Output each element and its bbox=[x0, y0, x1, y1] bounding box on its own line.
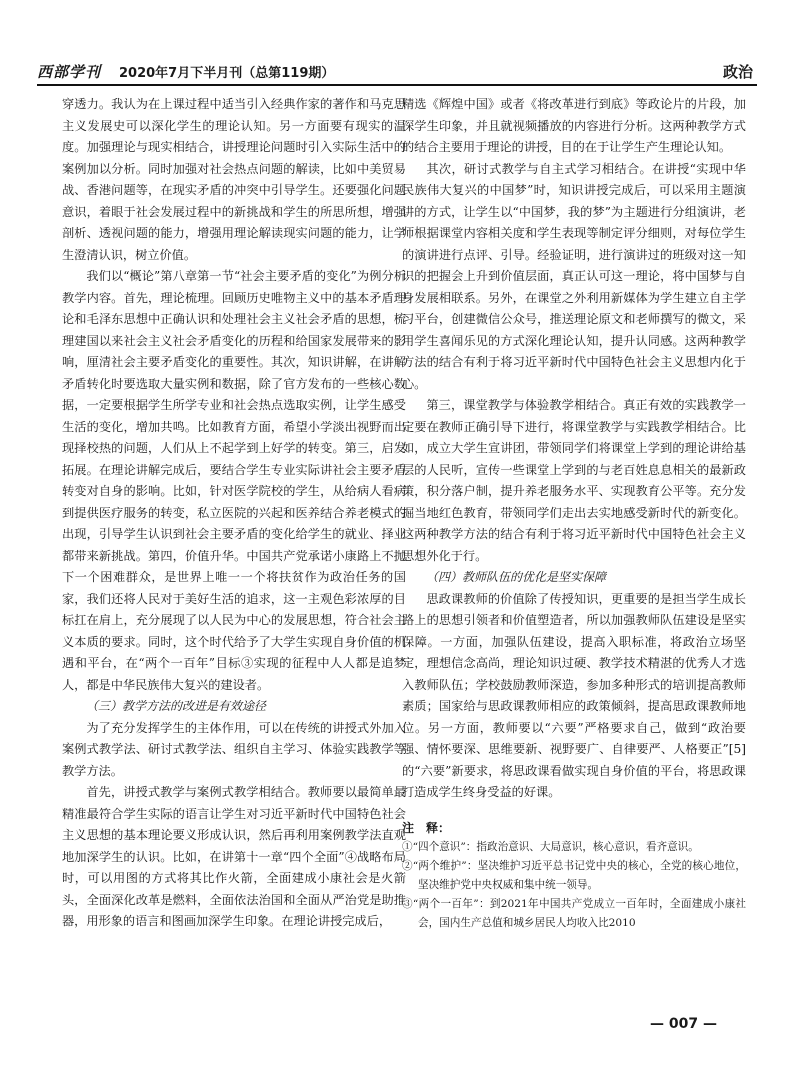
paragraph: 我们以“概论”第八章第一节“社会主要矛盾的变化”为例分析教学内容。首先，理论梳理。回顾历史唯物主义中的基本矛盾理论和毛泽东思想中正确认识和处理社会主义社会矛盾的思想，梳理建国以来社会主义社会矛盾变化的历程和给国家发展带来的影响，厘清社会主要矛盾变化的重要性。其次，知识讲解，在讲解矛盾转化时要选取大量实例和数据，除了官方发布的一些核心数据，一定要根据学生所学专业和社会热点选取实例，让学生感受生活的变化，增加共鸣。比如教育方面，希望小学淡出视野而出现择校热的问题，人们从上不起学到上好学的转变。第三，启发拓展。在理论讲解完成后，要结合学生专业实际讲社会主要矛盾转变对自身的影响。比如，针对医学院校的学生，从给病人看病到提供医疗服务的转变，私立医院的兴起和医养结合养老模式的出现，引导学生认识到社会主要矛盾的变化给学生的就业、择业都带来新挑战。第四，价值升华。中国共产党承诺小康路上不抛下一个困难群众，是世界上唯一一个将扶贫作为政治任务的国家，我们还将人民对于美好生活的追求，这一主观色彩浓厚的目标扛在肩上，充分展现了以人民为中心的发展思想，符合社会主义本质的要求。同时，这个时代给予了大学生实现自身价值的机遇和平台，在“两个一百年”目标③实现的征程中人人都是追梦人，都是中华民族伟大复兴的建设者。 bbox=[62, 269, 406, 692]
paragraph: 其次，研讨式教学与自主式学习相结合。在讲授“实现中华民族伟大复兴的中国梦”时，知识讲授完成后，可以采用主题演讲的方式，让学生以“中国梦，我的梦”为主题进行分组演讲，老师根据课堂内容相关度和学生表现等制定评分细则，对每位学生的演讲进行点评、引导。经验证明，进行演讲过的班级对这一知识的把握会上升到价值层面，真正认可这一理论，将中国梦与自身发展相联系。另外，在课堂之外利用新媒体为学生建立自主学习平台，创建微信公众号，推送理论原文和老师撰写的微文，采用学生喜闻乐见的方式深化理论认知，提升认同感。这两种教学方法的结合有利于将习近平新时代中国特色社会主义思想内化于心。 bbox=[402, 161, 746, 391]
note-item: ②“两个维护”：坚决维护习近平总书记党中央的核心，全党的核心地位，坚决维护党中央权威和集中统一领导。 bbox=[402, 859, 746, 891]
paragraph: 精选《辉煌中国》或者《将改革进行到底》等政论片的片段，加深学生印象，并且就视频播放的内容进行分析。这两种教学方式的结合主要用于理论的讲授，目的在于让学生产生理论认知。 bbox=[402, 97, 746, 154]
issue-info: 2020年7月下半月刊（总第119期） bbox=[119, 66, 335, 81]
page-header bbox=[37, 58, 757, 84]
header-rule bbox=[37, 84, 757, 86]
notes-title: 注 释： bbox=[402, 820, 451, 835]
left-column bbox=[62, 94, 406, 933]
page-number: — 007 — bbox=[650, 1016, 717, 1032]
paragraph: 穿透力。我认为在上课过程中适当引入经典作家的著作和马克思主义发展史可以深化学生的理论认知。另一方面要有现实的温度。加强理论与现实相结合，讲授理论问题时引入实际生活中的案例加以分析。同时加强对社会热点问题的解读，比如中美贸易战、香港问题等，在现实矛盾的冲突中引导学生。还要强化问题意识，着眼于社会发展过程中的新挑战和学生的所思所想，增强剖析、透视问题的能力，增强用理论解读现实问题的能力，让学生澄清认识，树立价值。 bbox=[62, 97, 406, 262]
notes-section bbox=[402, 818, 746, 933]
right-column bbox=[402, 94, 746, 933]
subsection-heading: （三）教学方法的改进是有效途径 bbox=[86, 699, 267, 713]
paragraph: 思政课教师的价值除了传授知识，更重要的是担当学生成长路上的思想引领者和价值塑造者，所以加强教师队伍建设是坚实保障。一方面，加强队伍建设，提高入职标准，将政治立场坚定，理想信念高尚，理论知识过硬、教学技术精湛的优秀人才选入教师队伍；学校鼓励教师深造，参加多种形式的培训提高教师素质；国家给与思政课教师相应的政策倾斜，提高思政课教师地位。另一方面，教师要以“六要”严格要求自己，做到“政治要强、情怀要深、思维要新、视野要广、自律要严、人格要正”[5]的“六要”新要求，将思政课看做实现自身价值的平台，将思政课打造成学生终身受益的好课。 bbox=[402, 591, 746, 799]
note-item: ③“两个一百年”：到2021年中国共产党成立一百年时，全面建成小康社会，国内生产总值和城乡居民人均收入比2010 bbox=[402, 897, 746, 929]
subsection-heading: （四）教师队伍的优化是坚实保障 bbox=[426, 570, 607, 584]
paragraph: 为了充分发挥学生的主体作用，可以在传统的讲授式外加入案例式教学法、研讨式教学法、组织自主学习、体验实践教学等教学方法。 bbox=[62, 720, 406, 778]
paragraph: 首先，讲授式教学与案例式教学相结合。教师要以最简单最精准最符合学生实际的语言让学生对习近平新时代中国特色社会主义思想的基本理论要义形成认识，然后再利用案例教学法直观地加深学生的认识。比如，在讲第十一章“四个全面”④战略布局时，可以用图的方式将其比作火箭，全面建成小康社会是火箭头，全面深化改革是燃料，全面依法治国和全面从严治党是助推器，用形象的语言和图画加深学生印象。在理论讲授完成后， bbox=[62, 785, 406, 928]
section-label: 政治 bbox=[722, 63, 753, 81]
paragraph: 第三，课堂教学与体验教学相结合。真正有效的实践教学一定要在教师正确引导下进行，将课堂教学与实践教学相结合。比如，成立大学生宣讲团，带领同学们将课堂上学到的理论讲给基层的人民听，宣传一些课堂上学到的与老百姓息息相关的最新政策，积分落户制，提升养老服务水平、实现教育公平等。充分发掘当地红色教育，带领同学们走出去实地感受新时代的新变化。这两种教学方法的结合有利于将习近平新时代中国特色社会主义思想外化于行。 bbox=[402, 398, 746, 563]
note-item: ①“四个意识”：指政治意识、大局意识，核心意识，看齐意识。 bbox=[402, 840, 699, 853]
journal-logo: 西部学刊 bbox=[37, 63, 102, 81]
